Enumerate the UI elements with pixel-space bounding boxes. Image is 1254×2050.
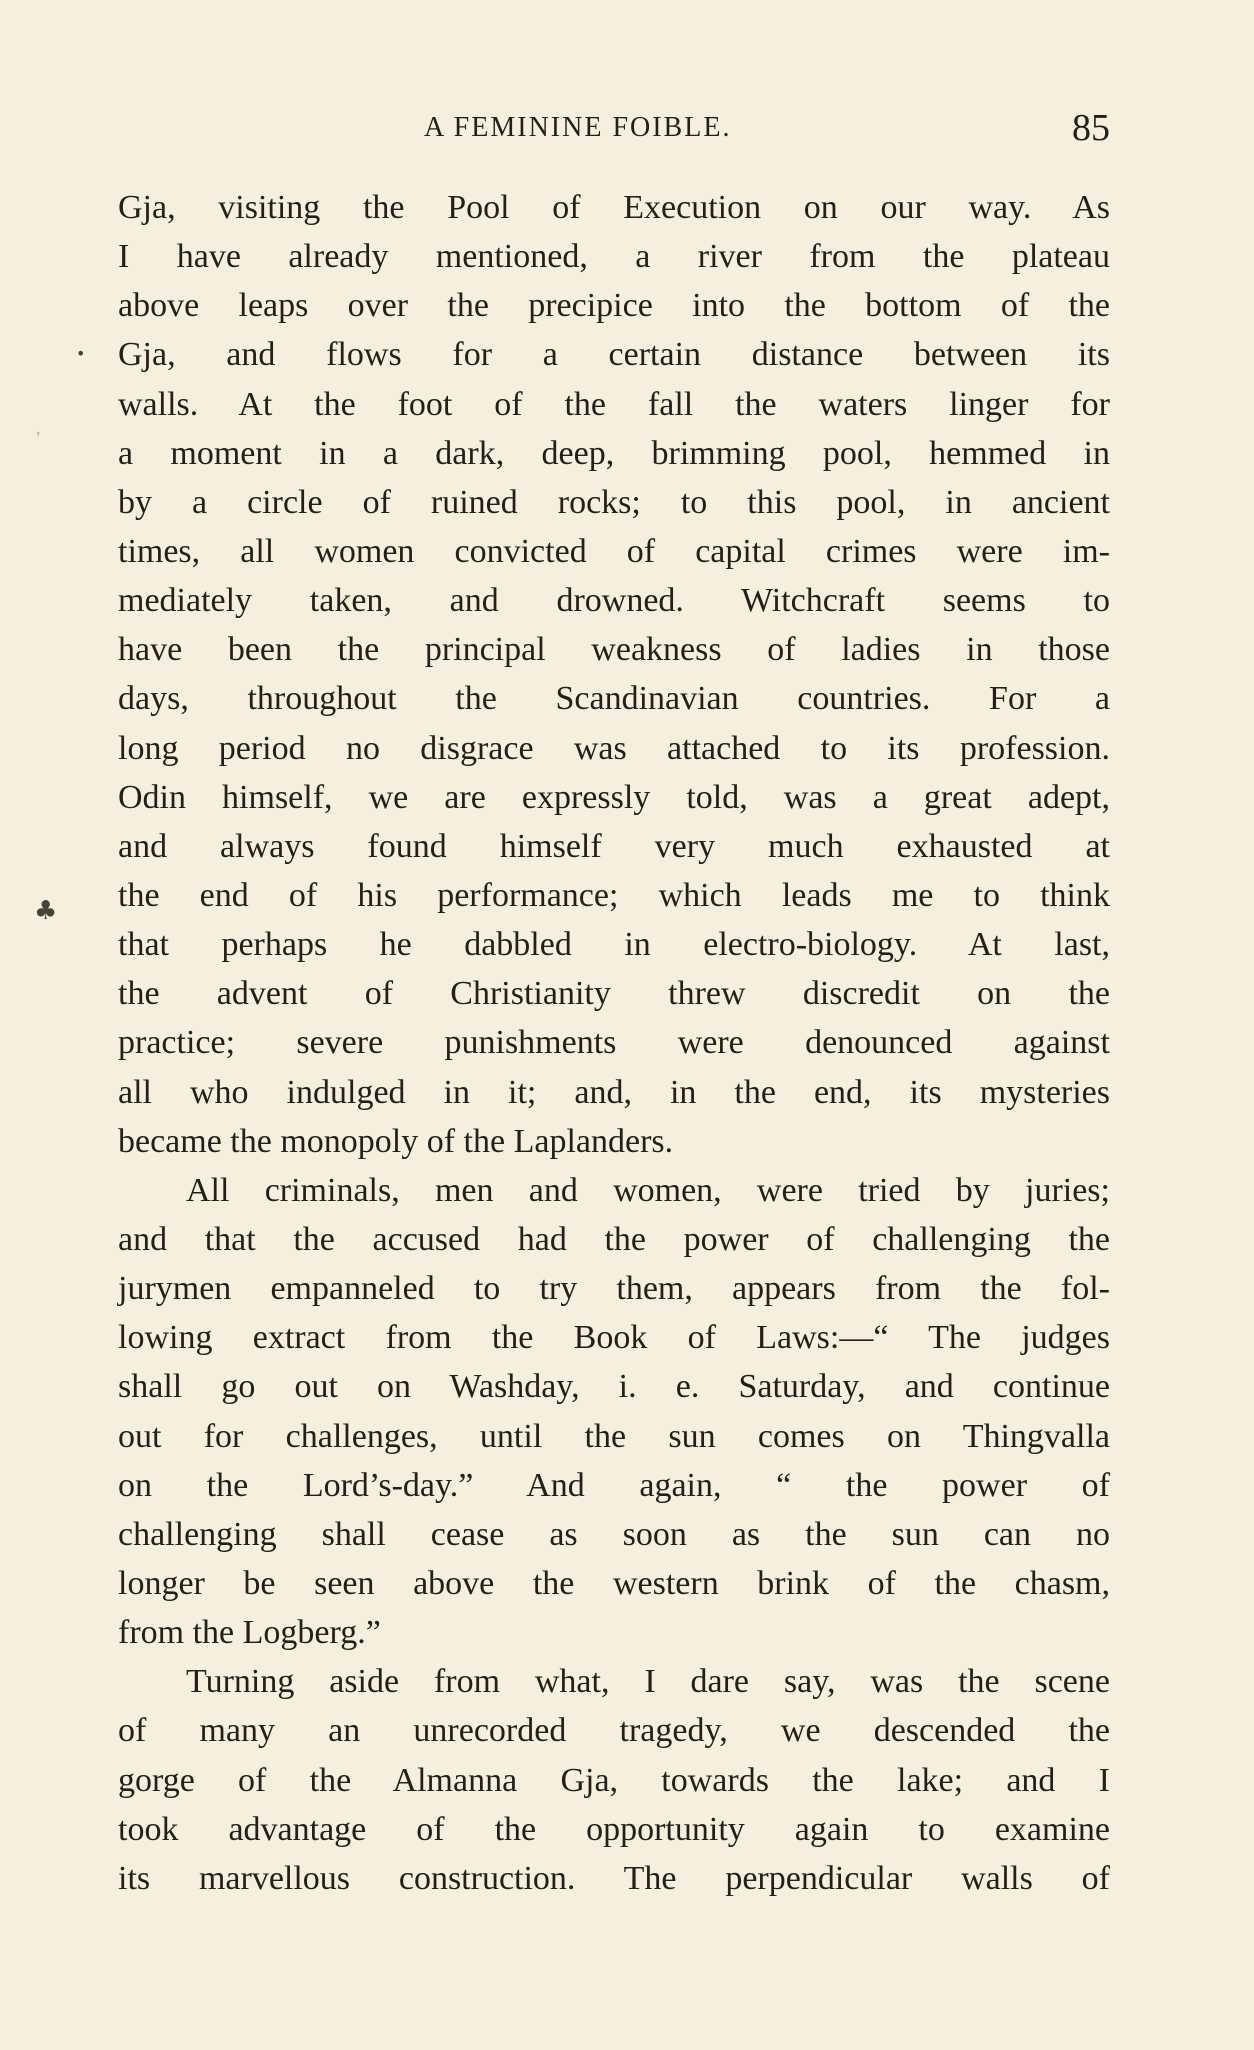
text-line: Odin himself, we are expressly told, was a great adept, <box>118 778 1110 816</box>
text-line: and that the accused had the power of challenging the <box>118 1220 1110 1258</box>
text-line: Gja, and flows for a certain distance between its <box>118 336 1110 374</box>
paragraph-last-line: from the Logberg.” <box>118 1614 381 1652</box>
body-text <box>118 183 1110 1903</box>
margin-faint-mark: ❜ <box>36 430 41 446</box>
text-line: gorge of the Almanna Gja, towards the lake; and I <box>118 1761 1110 1799</box>
text-line: all who indulged in it; and, in the end, its mysteries <box>118 1073 1110 1111</box>
text-line: and always found himself very much exhausted at <box>118 827 1110 865</box>
text-line: out for challenges, until the sun comes on Thingvalla <box>118 1417 1110 1455</box>
text-line: by a circle of ruined rocks; to this pool, in ancient <box>118 483 1110 521</box>
running-head <box>118 106 1110 154</box>
text-line: have been the principal weakness of ladies in those <box>118 631 1110 669</box>
margin-ink-blot-mark: ♣ <box>34 896 58 926</box>
text-line: the end of his performance; which leads me to think <box>118 876 1110 914</box>
text-line: walls. At the foot of the fall the waters linger for <box>118 385 1110 423</box>
text-line: took advantage of the opportunity again to examine <box>118 1810 1110 1848</box>
text-line: practice; severe punishments were denounced against <box>118 1024 1110 1062</box>
paragraph-first-line: Turning aside from what, I dare say, was the scene <box>186 1663 1110 1701</box>
text-line: a moment in a dark, deep, brimming pool, hemmed in <box>118 434 1110 472</box>
margin-dot-mark: • <box>76 344 86 363</box>
page-number: 85 <box>1072 107 1110 149</box>
text-line: longer be seen above the western brink of the chasm, <box>118 1564 1110 1602</box>
text-line: the advent of Christianity threw discredit on the <box>118 975 1110 1013</box>
text-line: that perhaps he dabbled in electro-biology. At last, <box>118 926 1110 964</box>
text-line: of many an unrecorded tragedy, we descended the <box>118 1712 1110 1750</box>
paragraph-last-line: became the monopoly of the Laplanders. <box>118 1122 674 1160</box>
text-line: lowing extract from the Book of Laws:—“ The judges <box>118 1319 1110 1357</box>
paragraph-first-line: All criminals, men and women, were tried by juries; <box>186 1171 1110 1209</box>
text-line: times, all women convicted of capital crimes were im- <box>118 532 1110 570</box>
running-title: A FEMININE FOIBLE. <box>424 112 732 143</box>
text-line: on the Lord’s-day.” And again, “ the power of <box>118 1466 1110 1504</box>
text-line: above leaps over the precipice into the bottom of the <box>118 287 1110 325</box>
text-line: I have already mentioned, a river from the plateau <box>118 238 1110 276</box>
text-line: days, throughout the Scandinavian countries. For a <box>118 680 1110 718</box>
text-line: long period no disgrace was attached to its profession. <box>118 729 1110 767</box>
text-line: jurymen empanneled to try them, appears from the fol- <box>118 1270 1110 1308</box>
text-line: its marvellous construction. The perpendicular walls of <box>118 1859 1110 1897</box>
text-line: shall go out on Washday, i. e. Saturday, and continue <box>118 1368 1110 1406</box>
text-line: mediately taken, and drowned. Witchcraft seems to <box>118 582 1110 620</box>
text-line: Gja, visiting the Pool of Execution on our way. As <box>118 189 1110 226</box>
text-line: challenging shall cease as soon as the sun can no <box>118 1515 1110 1553</box>
